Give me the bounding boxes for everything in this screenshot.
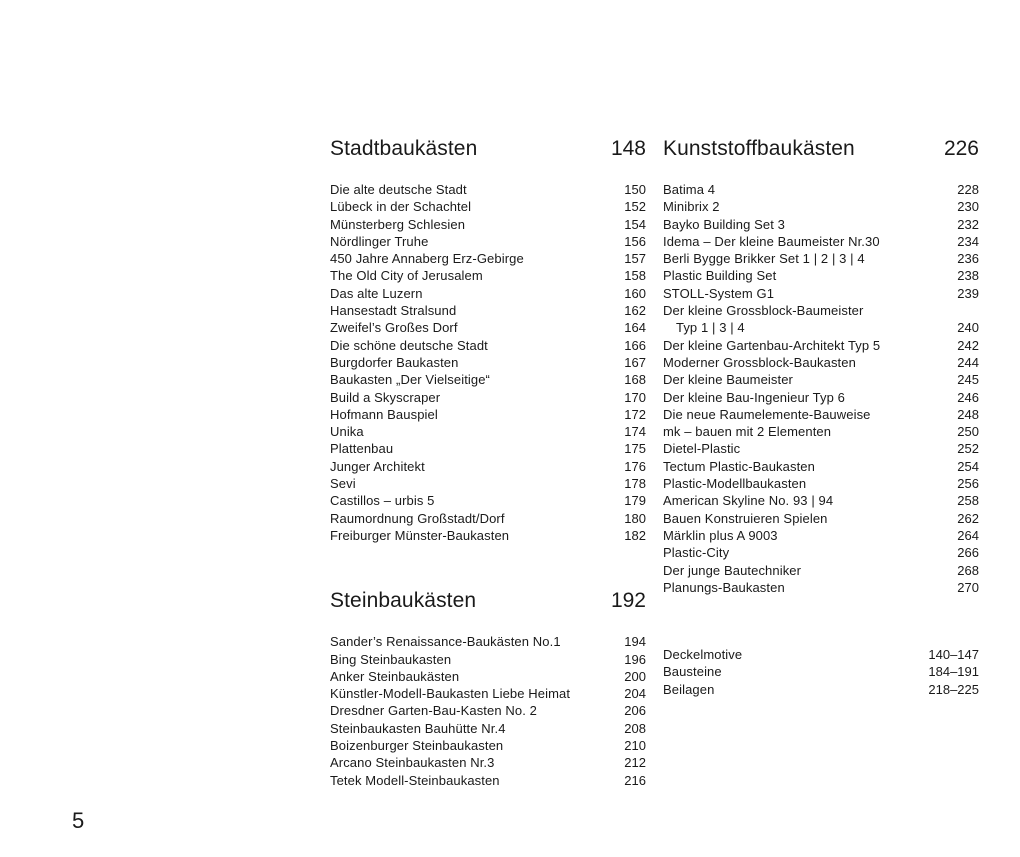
toc-entry: [330, 302, 646, 319]
entry-title: Nördlinger Truhe: [330, 233, 429, 249]
entry-title: Freiburger Münster-Baukasten: [330, 527, 510, 543]
section-header: [663, 136, 979, 162]
toc-entry: [663, 544, 979, 561]
entry-title: Raumordnung Großstadt/Dorf: [330, 510, 505, 526]
toc-entry: [330, 510, 646, 527]
toc-entry: [663, 371, 979, 388]
entry-title: Build a Skyscraper: [330, 389, 441, 405]
entry-page-number: 184–191: [928, 664, 979, 680]
toc-entry: [663, 562, 979, 579]
toc-entry: [663, 423, 979, 440]
entry-page-number: 176: [624, 458, 646, 474]
entry-title: Junger Architekt: [330, 458, 425, 474]
entry-page-number: 160: [624, 285, 646, 301]
toc-entry: [663, 250, 979, 267]
entry-page-number: 262: [957, 510, 979, 526]
toc-entry: [330, 475, 646, 492]
entry-page-number: 206: [624, 703, 646, 719]
entry-page-number: 182: [624, 527, 646, 543]
toc-entry: [663, 216, 979, 233]
entry-title: Batima 4: [663, 182, 716, 197]
entry-title: Plastic-City: [663, 545, 730, 561]
entry-title: Typ 1 | 3 | 4: [676, 320, 745, 336]
entry-title: Tectum Plastic-Baukasten: [663, 458, 815, 474]
entry-page-number: 240: [957, 320, 979, 336]
entry-page-number: 156: [624, 233, 646, 249]
toc-entry: [330, 754, 646, 771]
entry-title: Planungs-Baukasten: [663, 579, 785, 595]
section-page-number: 148: [610, 137, 646, 160]
section-title: Kunststoffbaukästen: [663, 137, 855, 160]
section-title: Steinbaukästen: [330, 589, 477, 613]
entry-page-number: 264: [957, 527, 979, 543]
toc-entry: [330, 458, 646, 475]
entry-title: The Old City of Jerusalem: [330, 268, 483, 284]
toc-entry: [663, 440, 979, 457]
entry-page-number: 236: [957, 251, 979, 267]
toc-entry: [663, 198, 979, 215]
section-entry-list: [330, 633, 646, 789]
toc-entry: [330, 285, 646, 302]
entry-page-number: 157: [624, 251, 646, 267]
toc-entry: [330, 250, 646, 267]
toc-entry: [663, 181, 979, 198]
toc-entry: [330, 668, 646, 685]
toc-entry: [663, 527, 979, 544]
right-column: [663, 136, 979, 698]
entry-title: Das alte Luzern: [330, 285, 423, 301]
toc-entry: [330, 337, 646, 354]
entry-title: Märklin plus A 9003: [663, 527, 778, 543]
entry-page-number: 158: [624, 268, 646, 284]
entry-page-number: 154: [624, 216, 646, 232]
entry-page-number: 194: [624, 634, 646, 650]
toc-entry: [330, 685, 646, 702]
entry-title: Plastic-Modellbaukasten: [663, 476, 807, 492]
entry-title: Zweifel’s Großes Dorf: [330, 320, 458, 336]
toc-entry: [663, 233, 979, 250]
entry-title: 450 Jahre Annaberg Erz-Gebirge: [330, 251, 524, 267]
toc-entry: [663, 663, 979, 680]
entry-page-number: 258: [957, 493, 979, 509]
entry-title: Idema – Der kleine Baumeister Nr.30: [663, 233, 880, 249]
entry-page-number: 246: [957, 389, 979, 405]
entry-title: Die neue Raumelemente-Bauweise: [663, 406, 871, 422]
entry-page-number: 242: [957, 337, 979, 353]
toc-entry: [663, 510, 979, 527]
entry-title: Der kleine Grossblock-Baumeister: [663, 303, 864, 319]
toc-entry: [330, 233, 646, 250]
entry-page-number: 232: [957, 216, 979, 232]
toc-entry: [330, 423, 646, 440]
entry-title: Castillos – urbis 5: [330, 493, 435, 509]
toc-entry: [663, 681, 979, 698]
section-header: [330, 588, 646, 614]
entry-page-number: 204: [624, 686, 646, 702]
section-page-number: 226: [943, 137, 979, 160]
entry-title: Unika: [330, 424, 364, 440]
entry-page-number: 180: [624, 510, 646, 526]
entry-page-number: 270: [957, 579, 979, 595]
toc-entry: [663, 406, 979, 423]
entry-title: Hofmann Bauspiel: [330, 406, 438, 422]
toc-entry: [330, 527, 646, 544]
toc-entry: [330, 651, 646, 668]
toc-entry: [663, 319, 979, 336]
entry-page-number: 256: [957, 476, 979, 492]
entry-page-number: 172: [624, 406, 646, 422]
entry-page-number: 178: [624, 476, 646, 492]
toc-entry: [663, 267, 979, 284]
entry-page-number: 210: [624, 738, 646, 754]
entry-title: Lübeck in der Schachtel: [330, 199, 472, 215]
toc-entry: [663, 389, 979, 406]
entry-page-number: 179: [624, 493, 646, 509]
entry-page-number: 200: [624, 668, 646, 684]
entry-page-number: 230: [957, 199, 979, 215]
entry-title: Plattenbau: [330, 441, 394, 457]
entry-page-number: 254: [957, 458, 979, 474]
entry-title: Die schöne deutsche Stadt: [330, 337, 488, 353]
section-steinbaukaesten: [330, 588, 646, 789]
entry-page-number: 250: [957, 424, 979, 440]
entry-page-number: 167: [624, 354, 646, 370]
entry-page-number: 228: [957, 182, 979, 197]
toc-entry: [330, 354, 646, 371]
entry-title: Arcano Steinbaukasten Nr.3: [330, 755, 495, 771]
toc-entry: [663, 285, 979, 302]
section-page-number: 192: [610, 589, 646, 613]
entry-title: Bayko Building Set 3: [663, 216, 785, 232]
toc-entry: [330, 371, 646, 388]
section-kunststoffbaukaesten: [663, 136, 979, 596]
toc-entry: [330, 702, 646, 719]
entry-title: Beilagen: [663, 681, 715, 697]
entry-title: Dresdner Garten-Bau-Kasten No. 2: [330, 703, 537, 719]
entry-title: Sevi: [330, 476, 356, 492]
toc-entry: [330, 198, 646, 215]
entry-title: mk – bauen mit 2 Elementen: [663, 424, 832, 440]
entry-page-number: 244: [957, 354, 979, 370]
entry-title: Steinbaukasten Bauhütte Nr.4: [330, 720, 506, 736]
toc-entry: [663, 492, 979, 509]
toc-entry: [330, 633, 646, 650]
entry-page-number: 150: [624, 182, 646, 197]
entry-page-number: 252: [957, 441, 979, 457]
left-column: [330, 136, 646, 789]
entry-title: Der kleine Baumeister: [663, 372, 793, 388]
folio-page-number: 5: [72, 808, 85, 833]
entry-page-number: 168: [624, 372, 646, 388]
toc-entry: [330, 216, 646, 233]
entry-page-number: 208: [624, 720, 646, 736]
section-stadtbaukaesten: [330, 136, 646, 544]
entry-title: Plastic Building Set: [663, 268, 777, 284]
appendix-entry-list: [663, 646, 979, 698]
entry-title: American Skyline No. 93 | 94: [663, 493, 834, 509]
toc-entry: [330, 406, 646, 423]
toc-entry: [330, 389, 646, 406]
section-entry-list: [330, 181, 646, 544]
toc-entry: [330, 720, 646, 737]
toc-entry: [663, 646, 979, 663]
section-header: [330, 136, 646, 162]
toc-entry: [663, 458, 979, 475]
entry-title: Anker Steinbaukästen: [330, 668, 460, 684]
entry-page-number: 245: [957, 372, 979, 388]
toc-entry: [330, 267, 646, 284]
entry-title: Die alte deutsche Stadt: [330, 182, 467, 197]
entry-page-number: 196: [624, 651, 646, 667]
entry-page-number: 248: [957, 406, 979, 422]
section-entry-list: [663, 181, 979, 596]
entry-title: Moderner Grossblock-Baukasten: [663, 354, 856, 370]
entry-page-number: 166: [624, 337, 646, 353]
entry-title: Bausteine: [663, 664, 722, 680]
entry-page-number: 152: [624, 199, 646, 215]
toc-entry: [663, 579, 979, 596]
entry-page-number: 162: [624, 303, 646, 319]
toc-entry: [330, 319, 646, 336]
toc-entry: [330, 737, 646, 754]
entry-title: Boizenburger Steinbaukasten: [330, 738, 504, 754]
toc-entry: [663, 475, 979, 492]
entry-page-number: 212: [624, 755, 646, 771]
entry-title: STOLL-System G1: [663, 285, 775, 301]
toc-entry: [663, 302, 979, 319]
entry-title: Künstler-Modell-Baukasten Liebe Heimat: [330, 686, 571, 702]
entry-page-number: 268: [957, 562, 979, 578]
toc-entry: [330, 440, 646, 457]
entry-page-number: 170: [624, 389, 646, 405]
toc-entry: [330, 772, 646, 789]
entry-page-number: 174: [624, 424, 646, 440]
toc-entry: [663, 354, 979, 371]
toc-entry: [330, 492, 646, 509]
entry-title: Bing Steinbaukasten: [330, 651, 452, 667]
entry-page-number: 218–225: [928, 681, 979, 697]
entry-page-number: 216: [624, 772, 646, 788]
entry-page-number: 234: [957, 233, 979, 249]
entry-title: Der kleine Bau-Ingenieur Typ 6: [663, 389, 845, 405]
entry-title: Berli Bygge Brikker Set 1 | 2 | 3 | 4: [663, 251, 865, 267]
entry-title: Der junge Bautechniker: [663, 562, 802, 578]
entry-page-number: 164: [624, 320, 646, 336]
entry-title: Bauen Konstruieren Spielen: [663, 510, 828, 526]
entry-page-number: 140–147: [928, 647, 979, 663]
entry-page-number: 266: [957, 545, 979, 561]
entry-page-number: 239: [957, 285, 979, 301]
section-title: Stadtbaukästen: [330, 137, 478, 160]
entry-title: Minibrix 2: [663, 199, 720, 215]
toc-entry: [330, 181, 646, 198]
entry-title: Tetek Modell-Steinbaukasten: [330, 772, 500, 788]
entry-title: Dietel-Plastic: [663, 441, 741, 457]
toc-entry: [663, 337, 979, 354]
entry-title: Münsterberg Schlesien: [330, 216, 466, 232]
entry-title: Deckelmotive: [663, 647, 743, 663]
entry-page-number: 238: [957, 268, 979, 284]
entry-title: Sander’s Renaissance-Baukästen No.1: [330, 634, 561, 650]
entry-title: Burgdorfer Baukasten: [330, 354, 459, 370]
entry-title: Baukasten „Der Vielseitige“: [330, 372, 490, 388]
entry-page-number: 175: [624, 441, 646, 457]
entry-title: Hansestadt Stralsund: [330, 303, 457, 319]
entry-title: Der kleine Gartenbau-Architekt Typ 5: [663, 337, 881, 353]
